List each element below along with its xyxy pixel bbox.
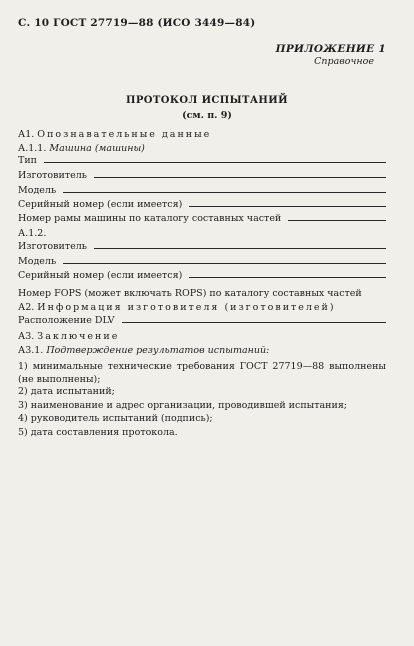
subsection-a12-heading: А.1.2. bbox=[18, 228, 47, 239]
section-a1-heading bbox=[18, 129, 211, 140]
field-fops-model[interactable] bbox=[18, 256, 386, 267]
field-model-label: Модель bbox=[18, 185, 57, 196]
section-a3-text: Заключение bbox=[37, 331, 120, 342]
field-dlv-location-label: Расположение DLV bbox=[18, 315, 115, 326]
field-fops-manufacturer[interactable] bbox=[18, 241, 386, 252]
subsection-a11-heading bbox=[18, 143, 145, 154]
field-fops-manufacturer-label: Изготовитель bbox=[18, 241, 87, 252]
field-model-line[interactable] bbox=[63, 192, 386, 193]
conclusion-item: 3) наименование и адрес организации, проводившей испытания; bbox=[18, 400, 348, 411]
protocol-reference: (см. п. 9) bbox=[182, 110, 232, 121]
field-manufacturer[interactable] bbox=[18, 170, 386, 181]
field-type-label: Тип bbox=[18, 155, 37, 166]
field-frame-number[interactable] bbox=[18, 213, 386, 224]
field-frame-number-label: Номер рамы машины по каталогу составных частей bbox=[18, 213, 282, 224]
field-serial-number[interactable] bbox=[18, 199, 386, 210]
subsection-a31-heading bbox=[18, 345, 269, 356]
field-manufacturer-line[interactable] bbox=[94, 177, 386, 178]
field-serial-number-line[interactable] bbox=[189, 206, 386, 207]
subsection-a31-text: Подтверждение результатов испытаний: bbox=[46, 345, 270, 356]
field-fops-serial[interactable] bbox=[18, 270, 386, 281]
subsection-a11-number: А.1.1. bbox=[18, 143, 47, 154]
section-a2-number: А2. bbox=[18, 302, 35, 313]
field-serial-number-label: Серийный номер (если имеется) bbox=[18, 199, 183, 210]
field-dlv-location[interactable] bbox=[18, 315, 386, 326]
field-fops-manufacturer-line[interactable] bbox=[94, 248, 386, 249]
field-fops-model-line[interactable] bbox=[63, 263, 386, 264]
section-a2-text: Информация изготовителя (изготовителей) bbox=[37, 302, 336, 313]
field-fops-model-label: Модель bbox=[18, 256, 57, 267]
appendix-title: ПРИЛОЖЕНИЕ 1 bbox=[275, 43, 386, 55]
field-type-line[interactable] bbox=[44, 162, 386, 163]
fops-number-line: Номер FOPS (может включать ROPS) по каталогу составных частей bbox=[18, 288, 362, 299]
conclusion-item: 2) дата испытаний; bbox=[18, 386, 115, 397]
field-fops-serial-label: Серийный номер (если имеется) bbox=[18, 270, 183, 281]
page-header: С. 10 ГОСТ 27719—88 (ИСО 3449—84) bbox=[18, 17, 256, 29]
protocol-title: ПРОТОКОЛ ИСПЫТАНИЙ bbox=[126, 95, 288, 106]
field-type[interactable] bbox=[18, 155, 386, 166]
section-a2-heading bbox=[18, 302, 336, 313]
section-a3-number: А3. bbox=[18, 331, 35, 342]
subsection-a31-number: А3.1. bbox=[18, 345, 44, 356]
field-fops-serial-line[interactable] bbox=[189, 277, 386, 278]
conclusion-item: 5) дата составления протокола. bbox=[18, 427, 178, 438]
conclusion-item: 1) минимальные технические требования ГОСТ 27719—88 выполнены (не выполнены); bbox=[18, 361, 386, 385]
section-a1-number: А1. bbox=[18, 129, 35, 140]
field-manufacturer-label: Изготовитель bbox=[18, 170, 87, 181]
section-a3-heading bbox=[18, 331, 119, 342]
section-a1-text: Опознавательные данные bbox=[37, 129, 212, 140]
subsection-a11-text: Машина (машины) bbox=[49, 143, 145, 154]
field-frame-number-line[interactable] bbox=[288, 220, 386, 221]
conclusion-item: 4) руководитель испытаний (подпись); bbox=[18, 413, 213, 424]
field-dlv-location-line[interactable] bbox=[122, 322, 386, 323]
appendix-subtitle: Справочное bbox=[314, 56, 374, 67]
field-model[interactable] bbox=[18, 185, 386, 196]
